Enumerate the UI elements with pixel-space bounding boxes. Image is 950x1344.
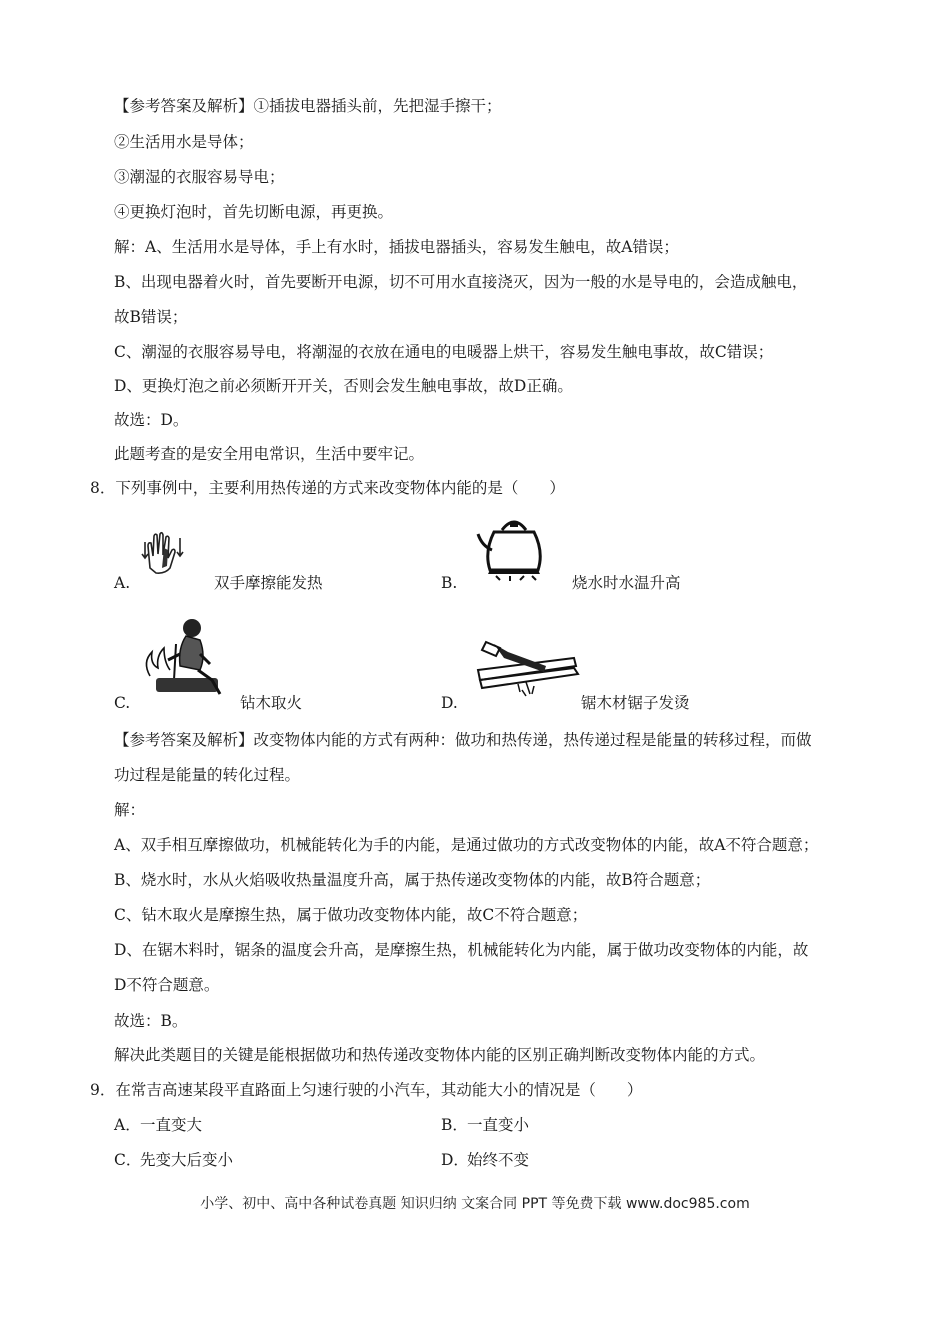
q7-analysis-line: ③潮湿的衣服容易导电； [114,168,285,186]
q9-option-a-text: 一直变大 [140,1116,203,1134]
q7-analysis-line: 故B错误； [114,308,188,326]
q8-option-b-text: 烧水时水温升高 [572,574,681,592]
q7-analysis-line: ④更换灯泡时，首先切断电源，再更换。 [114,203,394,221]
q9-stem: 9．在常吉高速某段平直路面上匀速行驶的小汽车，其动能大小的情况是（ ） [90,1081,643,1099]
q7-analysis-line: 此题考查的是安全用电常识，生活中要牢记。 [114,445,425,463]
q8-analysis-line: 解： [114,801,146,819]
q8-option-c-letter: C. [114,694,131,712]
kettle-icon [474,512,554,582]
drilling-wood-fire-icon [140,614,230,704]
saw-wood-icon [474,640,580,698]
q9-option-c-text: 先变大后变小 [140,1151,234,1169]
q7-analysis-line: 故选：D。 [114,411,189,429]
q8-option-a-text: 双手摩擦能发热 [214,574,323,592]
q7-analysis-line: D、更换灯泡之前必须断开开关，否则会发生触电事故，故D正确。 [114,377,573,395]
q9-option-b-text: 一直变小 [467,1116,530,1134]
q8-stem: 8．下列事例中，主要利用热传递的方式来改变物体内能的是（ ） [90,479,565,497]
q8-analysis-line: 故选：B。 [114,1012,188,1030]
q8-option-c-text: 钻木取火 [240,694,303,712]
q7-analysis-head: 【参考答案及解析】①插拔电器插头前，先把湿手擦干； [114,97,502,115]
q8-analysis-line: A、双手相互摩擦做功，机械能转化为手的内能，是通过做功的方式改变物体的内能，故A不符合题意； [114,836,819,854]
q9-option-d-letter: D． [441,1151,469,1169]
q8-option-b-letter: B. [441,574,458,592]
q9-option-a-letter: A． [114,1116,141,1134]
q8-option-a-letter: A. [114,574,131,592]
hands-rubbing-icon [140,528,190,578]
q8-analysis-line: D、在锯木料时，锯条的温度会升高，是摩擦生热，机械能转化为内能，属于做功改变物体的内能，故 [114,941,809,959]
q8-analysis-line: 解决此类题目的关键是能根据做功和热传递改变物体内能的区别正确判断改变物体内能的方式。 [114,1046,766,1064]
q8-option-d-letter: D. [441,694,458,712]
q7-analysis-line: ②生活用水是导体； [114,133,254,151]
q8-analysis-head: 【参考答案及解析】改变物体内能的方式有两种：做功和热传递，热传递过程是能量的转移过程，而做 [114,731,812,749]
q8-analysis-line: 功过程是能量的转化过程。 [114,766,301,784]
q9-option-c-letter: C． [114,1151,142,1169]
q9-option-b-letter: B． [441,1116,468,1134]
q8-option-d-text: 锯木材锯子发烫 [581,694,690,712]
q9-option-d-text: 始终不变 [467,1151,530,1169]
page-footer: 小学、初中、高中各种试卷真题 知识归纳 文案合同 PPT 等免费下载 www.doc985.com [200,1196,750,1212]
q7-analysis-line: C、潮湿的衣服容易导电，将潮湿的衣放在通电的电暖器上烘干，容易发生触电事故，故C错误； [114,343,774,361]
q8-analysis-line: C、钻木取火是摩擦生热，属于做功改变物体内能，故C不符合题意； [114,906,588,924]
q8-analysis-line: B、烧水时，水从火焰吸收热量温度升高，属于热传递改变物体的内能，故B符合题意； [114,871,711,889]
q8-analysis-line: D不符合题意。 [114,976,220,994]
q7-analysis-line: 解：A、生活用水是导体，手上有水时，插拔电器插头，容易发生触电，故A错误； [114,238,679,256]
q7-analysis-line: B、出现电器着火时，首先要断开电源，切不可用水直接浇灭，因为一般的水是导电的，会造成触电， [114,273,808,291]
